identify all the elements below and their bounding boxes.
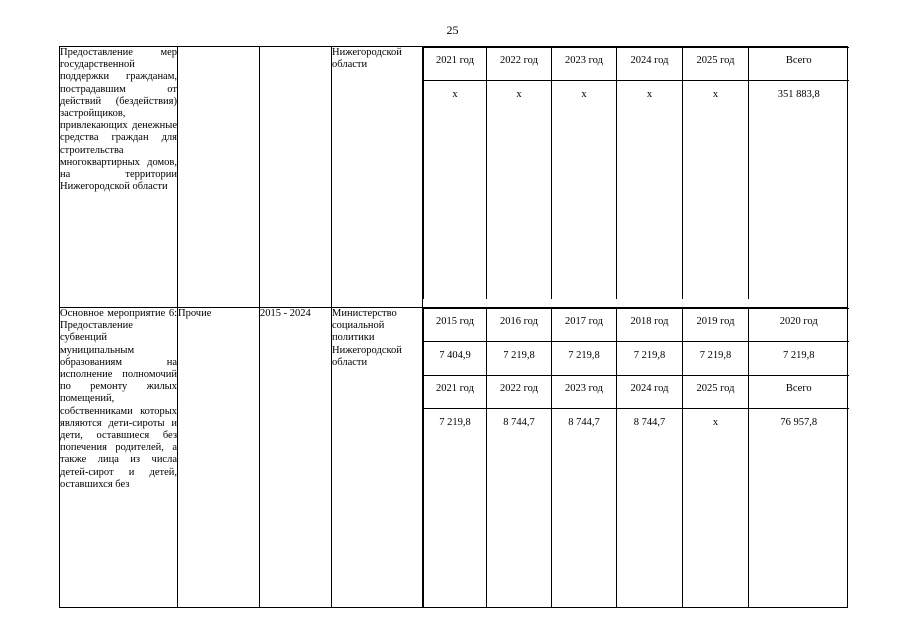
year-values-cell — [423, 47, 848, 308]
year-label: 2020 год — [749, 309, 849, 342]
year-label: 2021 год — [424, 48, 487, 81]
year-label: 2021 год — [424, 376, 487, 409]
year-value: 7 219,8 — [487, 342, 552, 376]
total-value: 351 883,8 — [749, 81, 849, 300]
year-value-row — [424, 409, 849, 608]
year-label: 2023 год — [552, 48, 617, 81]
period-cell — [260, 47, 332, 308]
year-value: x — [683, 409, 749, 608]
year-label: 2024 год — [617, 48, 683, 81]
measure-name-cell: Основное мероприятие 6: Предоставление субвенций муниципальным образованиям на исполнение полномочий по ремонту жилых помещений, собственниками которых являются дети-сироты и дети, оставшиеся без попечения родителей, а также лица из числа детей-сирот и детей, оставшихся без — [60, 308, 178, 608]
year-value: 7 219,8 — [424, 409, 487, 608]
year-value: 8 744,7 — [552, 409, 617, 608]
year-header-row — [424, 376, 849, 409]
year-value: x — [487, 81, 552, 300]
year-header-row — [424, 309, 849, 342]
year-grid — [423, 308, 849, 607]
year-grid — [423, 47, 849, 299]
measure-name-cell: Предоставление мер государственной поддержки гражданам, пострадавшим от действий (бездействия) застройщиков, привлекающих денежные средства граждан для строительства многоквартирных домов, на территории Нижегородской области — [60, 47, 178, 308]
executor-cell: Министерство социальной политики Нижегородской области — [332, 308, 423, 608]
total-label: Всего — [749, 376, 849, 409]
year-value: x — [683, 81, 749, 300]
total-label: Всего — [749, 48, 849, 81]
executor-cell: Нижегородской области — [332, 47, 423, 308]
year-label: 2017 год — [552, 309, 617, 342]
funding-source-cell: Прочие — [178, 308, 260, 608]
year-label: 2016 год — [487, 309, 552, 342]
year-value: 7 404,9 — [424, 342, 487, 376]
table-row — [60, 308, 848, 608]
total-value: 76 957,8 — [749, 409, 849, 608]
year-label: 2018 год — [617, 309, 683, 342]
year-value: 8 744,7 — [617, 409, 683, 608]
year-value: 7 219,8 — [552, 342, 617, 376]
year-value: x — [617, 81, 683, 300]
year-value: 8 744,7 — [487, 409, 552, 608]
year-label: 2022 год — [487, 48, 552, 81]
year-label: 2019 год — [683, 309, 749, 342]
year-label: 2015 год — [424, 309, 487, 342]
funding-source-cell — [178, 47, 260, 308]
year-label: 2022 год — [487, 376, 552, 409]
page-number: 25 — [446, 23, 459, 37]
table-row — [60, 47, 848, 308]
year-value: x — [552, 81, 617, 300]
year-value-row — [424, 342, 849, 376]
year-value: x — [424, 81, 487, 300]
year-label: 2024 год — [617, 376, 683, 409]
year-value: 7 219,8 — [617, 342, 683, 376]
year-value-row — [424, 81, 849, 300]
year-value: 7 219,8 — [749, 342, 849, 376]
year-values-cell — [423, 308, 848, 608]
period-cell: 2015 - 2024 — [260, 308, 332, 608]
year-label: 2023 год — [552, 376, 617, 409]
year-label: 2025 год — [683, 48, 749, 81]
year-label: 2025 год — [683, 376, 749, 409]
year-value: 7 219,8 — [683, 342, 749, 376]
year-header-row — [424, 48, 849, 81]
program-table — [59, 46, 848, 608]
